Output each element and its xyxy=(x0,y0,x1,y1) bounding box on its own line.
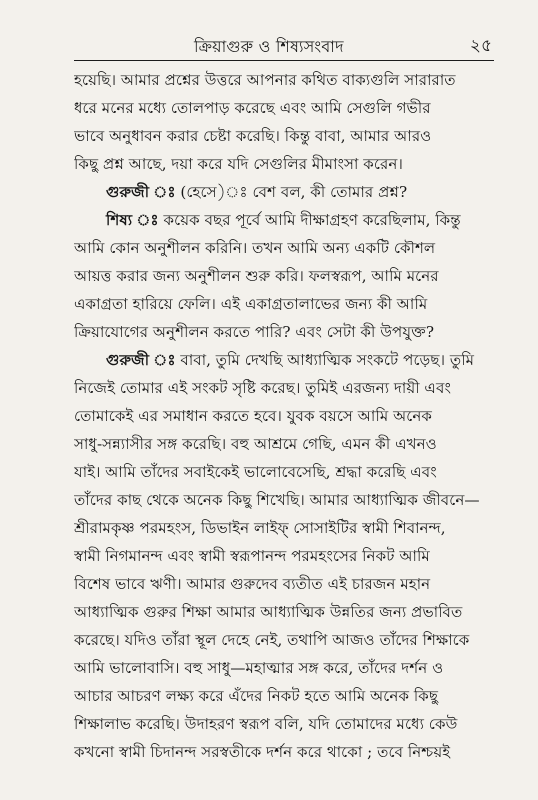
text-line: ক্রিয়াযোগের অনুশীলন করতে পারি? এবং সেটা কী উপযুক্ত? xyxy=(74,323,434,341)
page-header xyxy=(74,28,492,58)
text-line: কখনো স্বামী চিদানন্দ সরস্বতীকে দর্শন করে থাকো ; তবে নিশ্চয়ই xyxy=(74,743,451,761)
dialogue-text: বাবা, তুমি দেখছি আধ্যাত্মিক সংকটে পড়েছ। তুমি xyxy=(175,351,475,369)
text-line: হয়েছি। আমার প্রশ্নের উত্তরে আপনার কথিত বাক্যগুলি সারারাত xyxy=(74,71,456,89)
text-line: কিছু প্রশ্ন আছে, দয়া করে যদি সেগুলির মীমাংসা করেন। xyxy=(74,155,403,173)
text-line: বিশেষ ভাবে ঋণী। আমার গুরুদেব ব্যতীত এই চারজন মহান xyxy=(74,575,431,593)
text-line: একাগ্রতা হারিয়ে ফেলি। এই একাগ্রতালাভের জন্য কী আমি xyxy=(74,295,428,313)
text-line: আমি কোন অনুশীলন করিনি। তখন আমি অন্য একটি কৌশল xyxy=(74,239,436,257)
text-line: শিক্ষালাভ করেছি। উদাহরণ স্বরূপ বলি, যদি তোমাদের মধ্যে কেউ xyxy=(74,715,458,733)
header-rule xyxy=(74,60,494,61)
speaker-label: গুরুজী ঃ xyxy=(106,183,176,201)
running-head: ক্রিয়াগুরু ও শিষ্যসংবাদ xyxy=(194,37,344,56)
dialogue-text: কয়েক বছর পূর্বে আমি দীক্ষাগ্রহণ করেছিলাম, কিন্তু xyxy=(158,211,461,229)
page-number: ২৫ xyxy=(469,36,492,56)
text-line: আমি ভালোবাসি। বহু সাধু—মহাত্মার সঙ্গ করে, তাঁদের দর্শন ও xyxy=(74,659,444,677)
text-line: তোমাকেই এর সমাধান করতে হবে। যুবক বয়সে আমি অনেক xyxy=(74,407,433,425)
text-line: স্বামী নিগমানন্দ এবং স্বামী স্বরূপানন্দ পরমহংসের নিকট আমি xyxy=(74,547,430,565)
text-line: যাই। আমি তাঁদের সবাইকেই ভালোবেসেছি, শ্রদ্ধা করেছি এবং xyxy=(74,463,437,481)
body-text xyxy=(74,66,492,766)
text-line: শ্রীরামকৃষ্ণ পরমহংস, ডিভাইন লাইফ্ সোসাইটির স্বামী শিবানন্দ, xyxy=(74,519,446,537)
dialogue-line xyxy=(74,346,492,374)
text-line: আধ্যাত্মিক গুরুর শিক্ষা আমার আধ্যাত্মিক উন্নতির জন্য প্রভাবিত xyxy=(74,603,463,621)
text-line: তাঁদের কাছ থেকে অনেক কিছু শিখেছি। আমার আধ্যাত্মিক জীবনে— xyxy=(74,491,480,509)
text-line: সাধু-সন্ন্যাসীর সঙ্গ করেছি। বহু আশ্রমে গেছি, এমন কী এখনও xyxy=(74,435,437,453)
text-line: আয়ত্ত করার জন্য অনুশীলন শুরু করি। ফলস্বরূপ, আমি মনের xyxy=(74,267,439,285)
text-line: নিজেই তোমার এই সংকট সৃষ্টি করেছ। তুমিই এরজন্য দায়ী এবং xyxy=(74,379,451,397)
dialogue-text: (হেসে)ঃ বেশ বল, কী তোমার প্রশ্ন? xyxy=(175,183,408,201)
text-line: ধরে মনের মধ্যে তোলপাড় করেছে এবং আমি সেগুলি গভীর xyxy=(74,99,431,117)
text-line: আচার আচরণ লক্ষ্য করে এঁদের নিকট হতে আমি অনেক কিছু xyxy=(74,687,439,705)
text-line: ভাবে অনুধাবন করার চেষ্টা করেছি। কিন্তু বাবা, আমার আরও xyxy=(74,127,432,145)
text-line: করেছে। যদিও তাঁরা স্থূল দেহে নেই, তথাপি আজও তাঁদের শিক্ষাকে xyxy=(74,631,470,649)
speaker-label: শিষ্য ঃ xyxy=(106,211,159,229)
dialogue-line xyxy=(74,206,492,234)
dialogue-line xyxy=(74,178,492,206)
speaker-label: গুরুজী ঃ xyxy=(106,351,176,369)
